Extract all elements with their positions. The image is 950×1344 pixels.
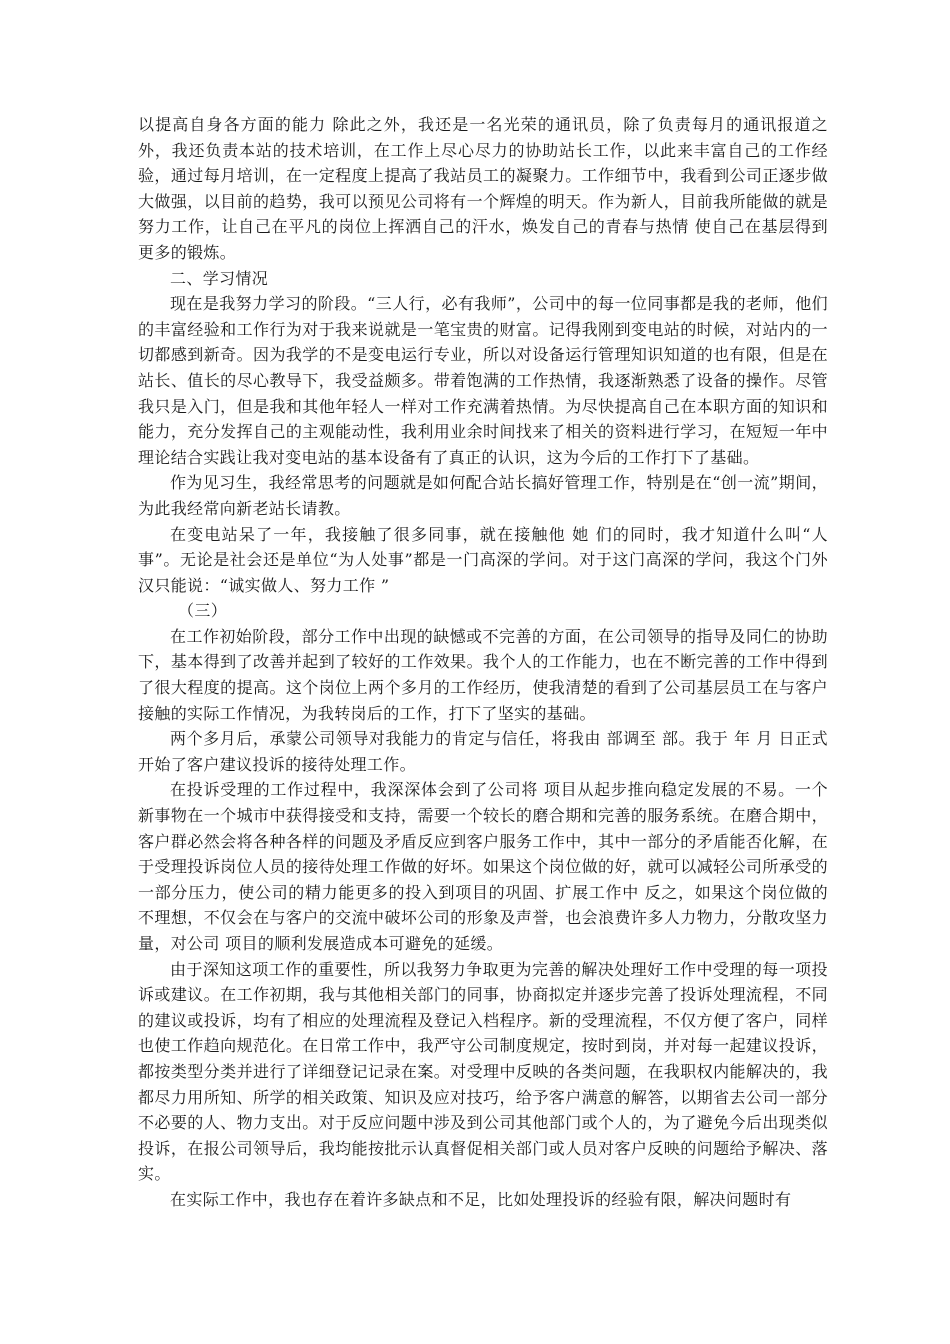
- paragraph-importance: 由于深知这项工作的重要性，所以我努力争取更为完善的解决处理好工作中受理的每一项投诉或建议。在工作初期，我与其他相关部门的同事，协商拟定并逐步完善了投诉处理流程，不同的建议或投诉，均有了相应的处理流程及登记入档程序。新的受理流程，不仅方便了客户，同样也使工作趋向规范化。在日常工作中，我严守公司制度规定，按时到岗，并对每一起建议投诉，都按类型分类并进行了详细登记记录在案。对受理中反映的各类问题，在我职权内能解决的，我都尽力用所知、所学的相关政策、知识及应对技巧，给予客户满意的解答，以期省去公司一部分不必要的人、物力支出。对于反应问题中涉及到公司其他部门或个人的，为了避免今后出现类似投诉，在报公司领导后，我均能按批示认真督促相关部门或人员对客户反映的问题给予解决、落实。: [138, 959, 828, 1184]
- document-body: [138, 112, 828, 1213]
- section-heading-three: （三）: [178, 601, 228, 621]
- paragraph-intro: 以提高自身各方面的能力 除此之外，我还是一名光荣的通讯员，除了负责每月的通讯报道之外，我还负责本站的技术培训，在工作上尽心尽力的协助站长工作，以此来丰富自己的工作经验，通过每月培训，在一定程度上提高了我站员工的凝聚力。工作细节中，我看到公司正逐步做大做强，以目前的趋势，我可以预见公司将有一个辉煌的明天。作为新人，目前我所能做的就是努力工作，让自己在平凡的岗位上挥洒自己的汗水，焕发自己的青春与热情 使自己在基层得到更多的锻炼。: [138, 115, 828, 262]
- section-heading-study: 二、学习情况: [170, 268, 269, 288]
- paragraph-transfer: 两个多月后，承蒙公司领导对我能力的肯定与信任，将我由 部调至 部。我于 年 月 日正式开始了客户建议投诉的接待处理工作。: [138, 729, 828, 774]
- paragraph-trainee: 作为见习生，我经常思考的问题就是如何配合站长搞好管理工作，特别是在“创一流”期间，为此我经常向新老站长请教。: [138, 473, 828, 518]
- paragraph-initial-stage: 在工作初始阶段，部分工作中出现的缺憾或不完善的方面，在公司领导的指导及同仁的协助下，基本得到了改善并起到了较好的工作效果。我个人的工作能力，也在不断完善的工作中得到了很大程度的提高。这个岗位上两个多月的工作经历，使我清楚的看到了公司基层员工在与客户接触的实际工作情况，为我转岗后的工作，打下了坚实的基础。: [138, 626, 828, 723]
- paragraph-colleagues: 在变电站呆了一年，我接触了很多同事，就在接触他 她 们的同时，我才知道什么叫“人事”。无论是社会还是单位“为人处事”都是一门高深的学问。对于这门高深的学问，我这个门外汉只能说：“诚实做人、努力工作 ”: [138, 524, 828, 595]
- paragraph-study-stage: 现在是我努力学习的阶段。“三人行，必有我师”，公司中的每一位同事都是我的老师，他们的丰富经验和工作行为对于我来说就是一笔宝贵的财富。记得我刚到变电站的时候，对站内的一切都感到新奇。因为我学的不是变电运行专业，所以对设备运行管理知识知道的也有限，但是在站长、值长的尽心教导下，我受益颇多。带着饱满的工作热情，我逐渐熟悉了设备的操作。尽管我只是入门，但是我和其他年轻人一样对工作充满着热情。为尽快提高自己在本职方面的知识和能力，充分发挥自己的主观能动性，我利用业余时间找来了相关的资料进行学习，在短短一年中理论结合实践让我对变电站的基本设备有了真正的认识，这为今后的工作打下了基础。: [138, 294, 828, 467]
- paragraph-shortcomings: 在实际工作中，我也存在着许多缺点和不足，比如处理投诉的经验有限，解决问题时有: [170, 1189, 792, 1209]
- paragraph-complaint-process: 在投诉受理的工作过程中，我深深体会到了公司将 项目从起步推向稳定发展的不易。一个新事物在一个城市中获得接受和支持，需要一个较长的磨合期和完善的服务系统。在磨合期中，客户群必然会将各种各样的问题及矛盾反应到客户服务工作中，其中一部分的矛盾能否化解，在于受理投诉岗位人员的接待处理工作做的好坏。如果这个岗位做的好，就可以减轻公司所承受的一部分压力，使公司的精力能更多的投入到项目的巩固、扩展工作中 反之，如果这个岗位做的不理想，不仅会在与客户的交流中破坏公司的形象及声誉，也会浪费许多人力物力，分散攻坚力量，对公司 项目的顺利发展造成本可避免的延缓。: [138, 780, 828, 953]
